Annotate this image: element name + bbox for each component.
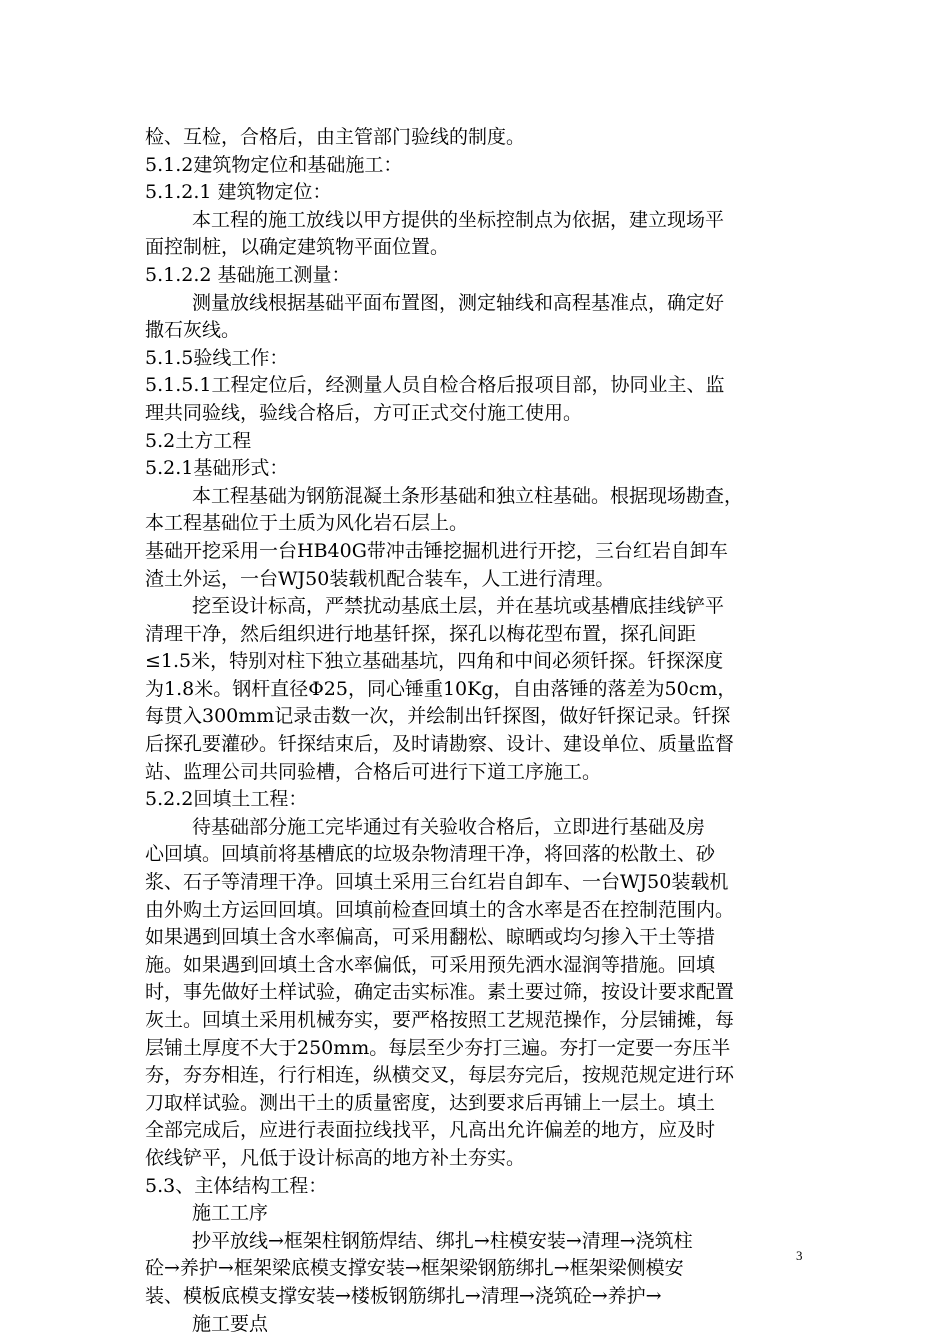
text-line: 心回填。回填前将基槽底的垃圾杂物清理干净，将回落的松散土、砂 [145, 843, 716, 866]
text-line: 清理干净，然后组织进行地基钎探，探孔以梅花型布置，探孔间距 [145, 622, 697, 645]
text-line: 抄平放线→框架柱钢筋焊结、绑扎→柱模安装→清理→浇筑柱 [192, 1229, 693, 1252]
text-line: 本工程的施工放线以甲方提供的坐标控制点为依据，建立现场平 [192, 208, 725, 231]
text-line: 本工程基础为钢筋混凝土条形基础和独立柱基础。根据现场勘查， [192, 484, 744, 507]
text-line: 如果遇到回填土含水率偏高，可采用翻松、晾晒或均匀掺入干土等措 [145, 926, 716, 949]
text-line: 5.2.1基础形式： [145, 457, 289, 480]
page-number: 3 [796, 1248, 803, 1263]
text-line: 灰土。回填土采用机械夯实，要严格按照工艺规范操作，分层铺摊，每 [145, 1009, 735, 1031]
text-line: 砼→养护→框架梁底模支撑安装→框架梁钢筋绑扎→框架梁侧模安 [145, 1257, 684, 1280]
text-line: 本工程基础位于土质为风化岩石层上。 [145, 512, 469, 535]
text-line: 5.1.2.1 建筑物定位： [145, 181, 332, 204]
text-line: 理共同验线，验线合格后，方可正式交付施工使用。 [145, 401, 583, 424]
text-line: 全部完成后，应进行表面拉线找平，凡高出允许偏差的地方，应及时 [145, 1119, 716, 1142]
text-line: 5.2.2回填土工程： [145, 788, 308, 811]
text-line: 依线铲平，凡低于设计标高的地方补土夯实。 [145, 1146, 526, 1169]
text-line: 站、监理公司共同验槽，合格后可进行下道工序施工。 [145, 760, 602, 783]
text-line: 测量放线根据基础平面布置图，测定轴线和高程基准点，确定好 [192, 291, 725, 314]
text-line: 5.2土方工程 [145, 429, 252, 452]
text-line: 5.1.2建筑物定位和基础施工： [145, 153, 403, 176]
document-body [145, 124, 825, 1338]
text-line: 层铺土厚度不大于250mm。每层至少夯打三遍。夯打一定要一夯压半 [145, 1036, 731, 1059]
text-line: 待基础部分施工完毕通过有关验收合格后，立即进行基础及房 [192, 815, 706, 838]
text-line: 为1.8米。钢杆直径Φ25，同心锤重10Kg，自由落锤的落差为50cm， [145, 677, 737, 700]
text-line: 检、互检，合格后，由主管部门验线的制度。 [145, 126, 526, 148]
text-line: 施工工序 [192, 1202, 269, 1225]
text-line: 浆、石子等清理干净。回填土采用三台红岩自卸车、一台WJ50装载机 [145, 871, 729, 894]
text-line: 每贯入300mm记录击数一次，并绘制出钎探图，做好钎探记录。钎探 [145, 705, 731, 728]
text-line: 时，事先做好土样试验，确定击实标准。素土要过筛，按设计要求配置 [145, 981, 735, 1004]
text-line: 施。如果遇到回填土含水率偏低，可采用预先洒水湿润等措施。回填 [145, 953, 716, 976]
text-line: 施工要点 [192, 1312, 269, 1335]
text-line: 5.1.5验线工作： [145, 346, 289, 369]
text-line: 基础开挖采用一台HB40G带冲击锤挖掘机进行开挖，三台红岩自卸车 [145, 539, 728, 562]
text-line: ≤1.5米，特别对柱下独立基础基坑，四角和中间必须钎探。钎探深度 [145, 650, 724, 673]
text-line: 5.3、主体结构工程： [145, 1174, 328, 1197]
text-line: 后探孔要灌砂。钎探结束后，及时请勘察、设计、建设单位、质量监督 [145, 733, 735, 756]
text-line: 撒石灰线。 [145, 319, 241, 342]
text-line: 渣土外运，一台WJ50装载机配合装车，人工进行清理。 [145, 567, 615, 590]
text-line: 由外购土方运回回填。回填前检查回填土的含水率是否在控制范围内。 [145, 898, 735, 921]
text-line: 夯，夯夯相连，行行相连，纵横交叉，每层夯完后，按规范规定进行环 [145, 1064, 735, 1087]
text-line: 挖至设计标高，严禁扰动基底土层，并在基坑或基槽底挂线铲平 [192, 595, 725, 618]
text-line: 5.1.2.2 基础施工测量： [145, 263, 351, 286]
text-line: 面控制桩，以确定建筑物平面位置。 [145, 236, 450, 259]
text-line: 5.1.5.1工程定位后，经测量人员自检合格后报项目部，协同业主、监 [145, 374, 725, 397]
text-line: 刀取样试验。测出干土的质量密度，达到要求后再铺上一层土。填土 [145, 1091, 716, 1114]
text-line: 装、模板底模支撑安装→楼板钢筋绑扎→清理→浇筑砼→养护→ [145, 1284, 662, 1307]
